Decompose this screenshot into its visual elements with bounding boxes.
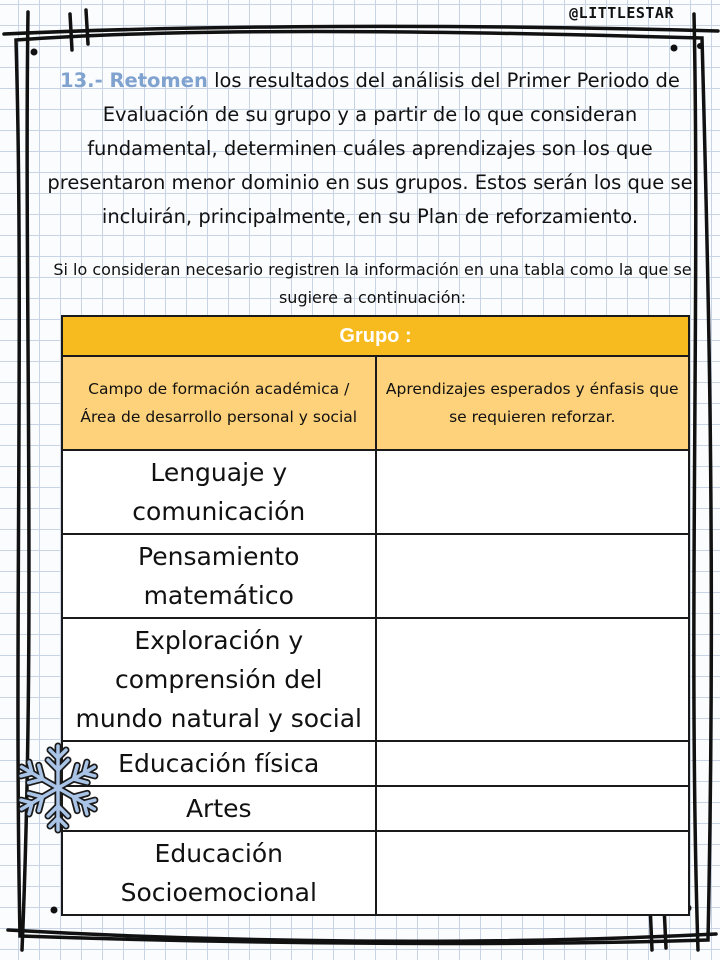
snowflake-icon: [10, 740, 106, 836]
answer-cell[interactable]: [376, 450, 690, 534]
header-learnings: Aprendizajes esperados y énfasis que se requieren reforzar.: [376, 356, 690, 450]
table-row: [62, 618, 689, 741]
answer-cell[interactable]: [376, 831, 690, 915]
header-field-area: Campo de formación académica / Área de desarrollo personal y social: [62, 356, 376, 450]
activity-number: 13.- Retomen: [60, 69, 208, 92]
instructions-text: los resultados del análisis del Primer Periodo de Evaluación de su grupo y a partir de lo que consideran fundamental, determinen cuáles aprendizajes son los que presentaron menor dominio en sus grupos. Estos serán los que se incluirán, principalmente, en su Plan de reforzamiento.: [47, 69, 693, 228]
group-title: Grupo :: [62, 316, 689, 356]
instructions-paragraph: [40, 64, 700, 234]
row-label: Educación Socioemocional: [62, 831, 376, 915]
table-row: [62, 534, 689, 618]
reinforcement-table: [61, 315, 690, 916]
answer-cell[interactable]: [376, 786, 690, 831]
row-label: Educación física: [62, 741, 376, 786]
row-label: Artes: [62, 786, 376, 831]
row-label: Pensamiento matemático: [62, 534, 376, 618]
table-row: [62, 741, 689, 786]
table-row: [62, 786, 689, 831]
row-label: Lenguaje y comunicación: [62, 450, 376, 534]
table-row: [62, 450, 689, 534]
row-label: Exploración y comprensión del mundo natural y social: [62, 618, 376, 741]
table-row: [62, 831, 689, 915]
answer-cell[interactable]: [376, 741, 690, 786]
answer-cell[interactable]: [376, 618, 690, 741]
table-note: Si lo consideran necesario registren la información en una tabla como la que se sugiere a continuación:: [53, 260, 692, 307]
answer-cell[interactable]: [376, 534, 690, 618]
watermark: @LITTLESTAR: [569, 4, 674, 22]
